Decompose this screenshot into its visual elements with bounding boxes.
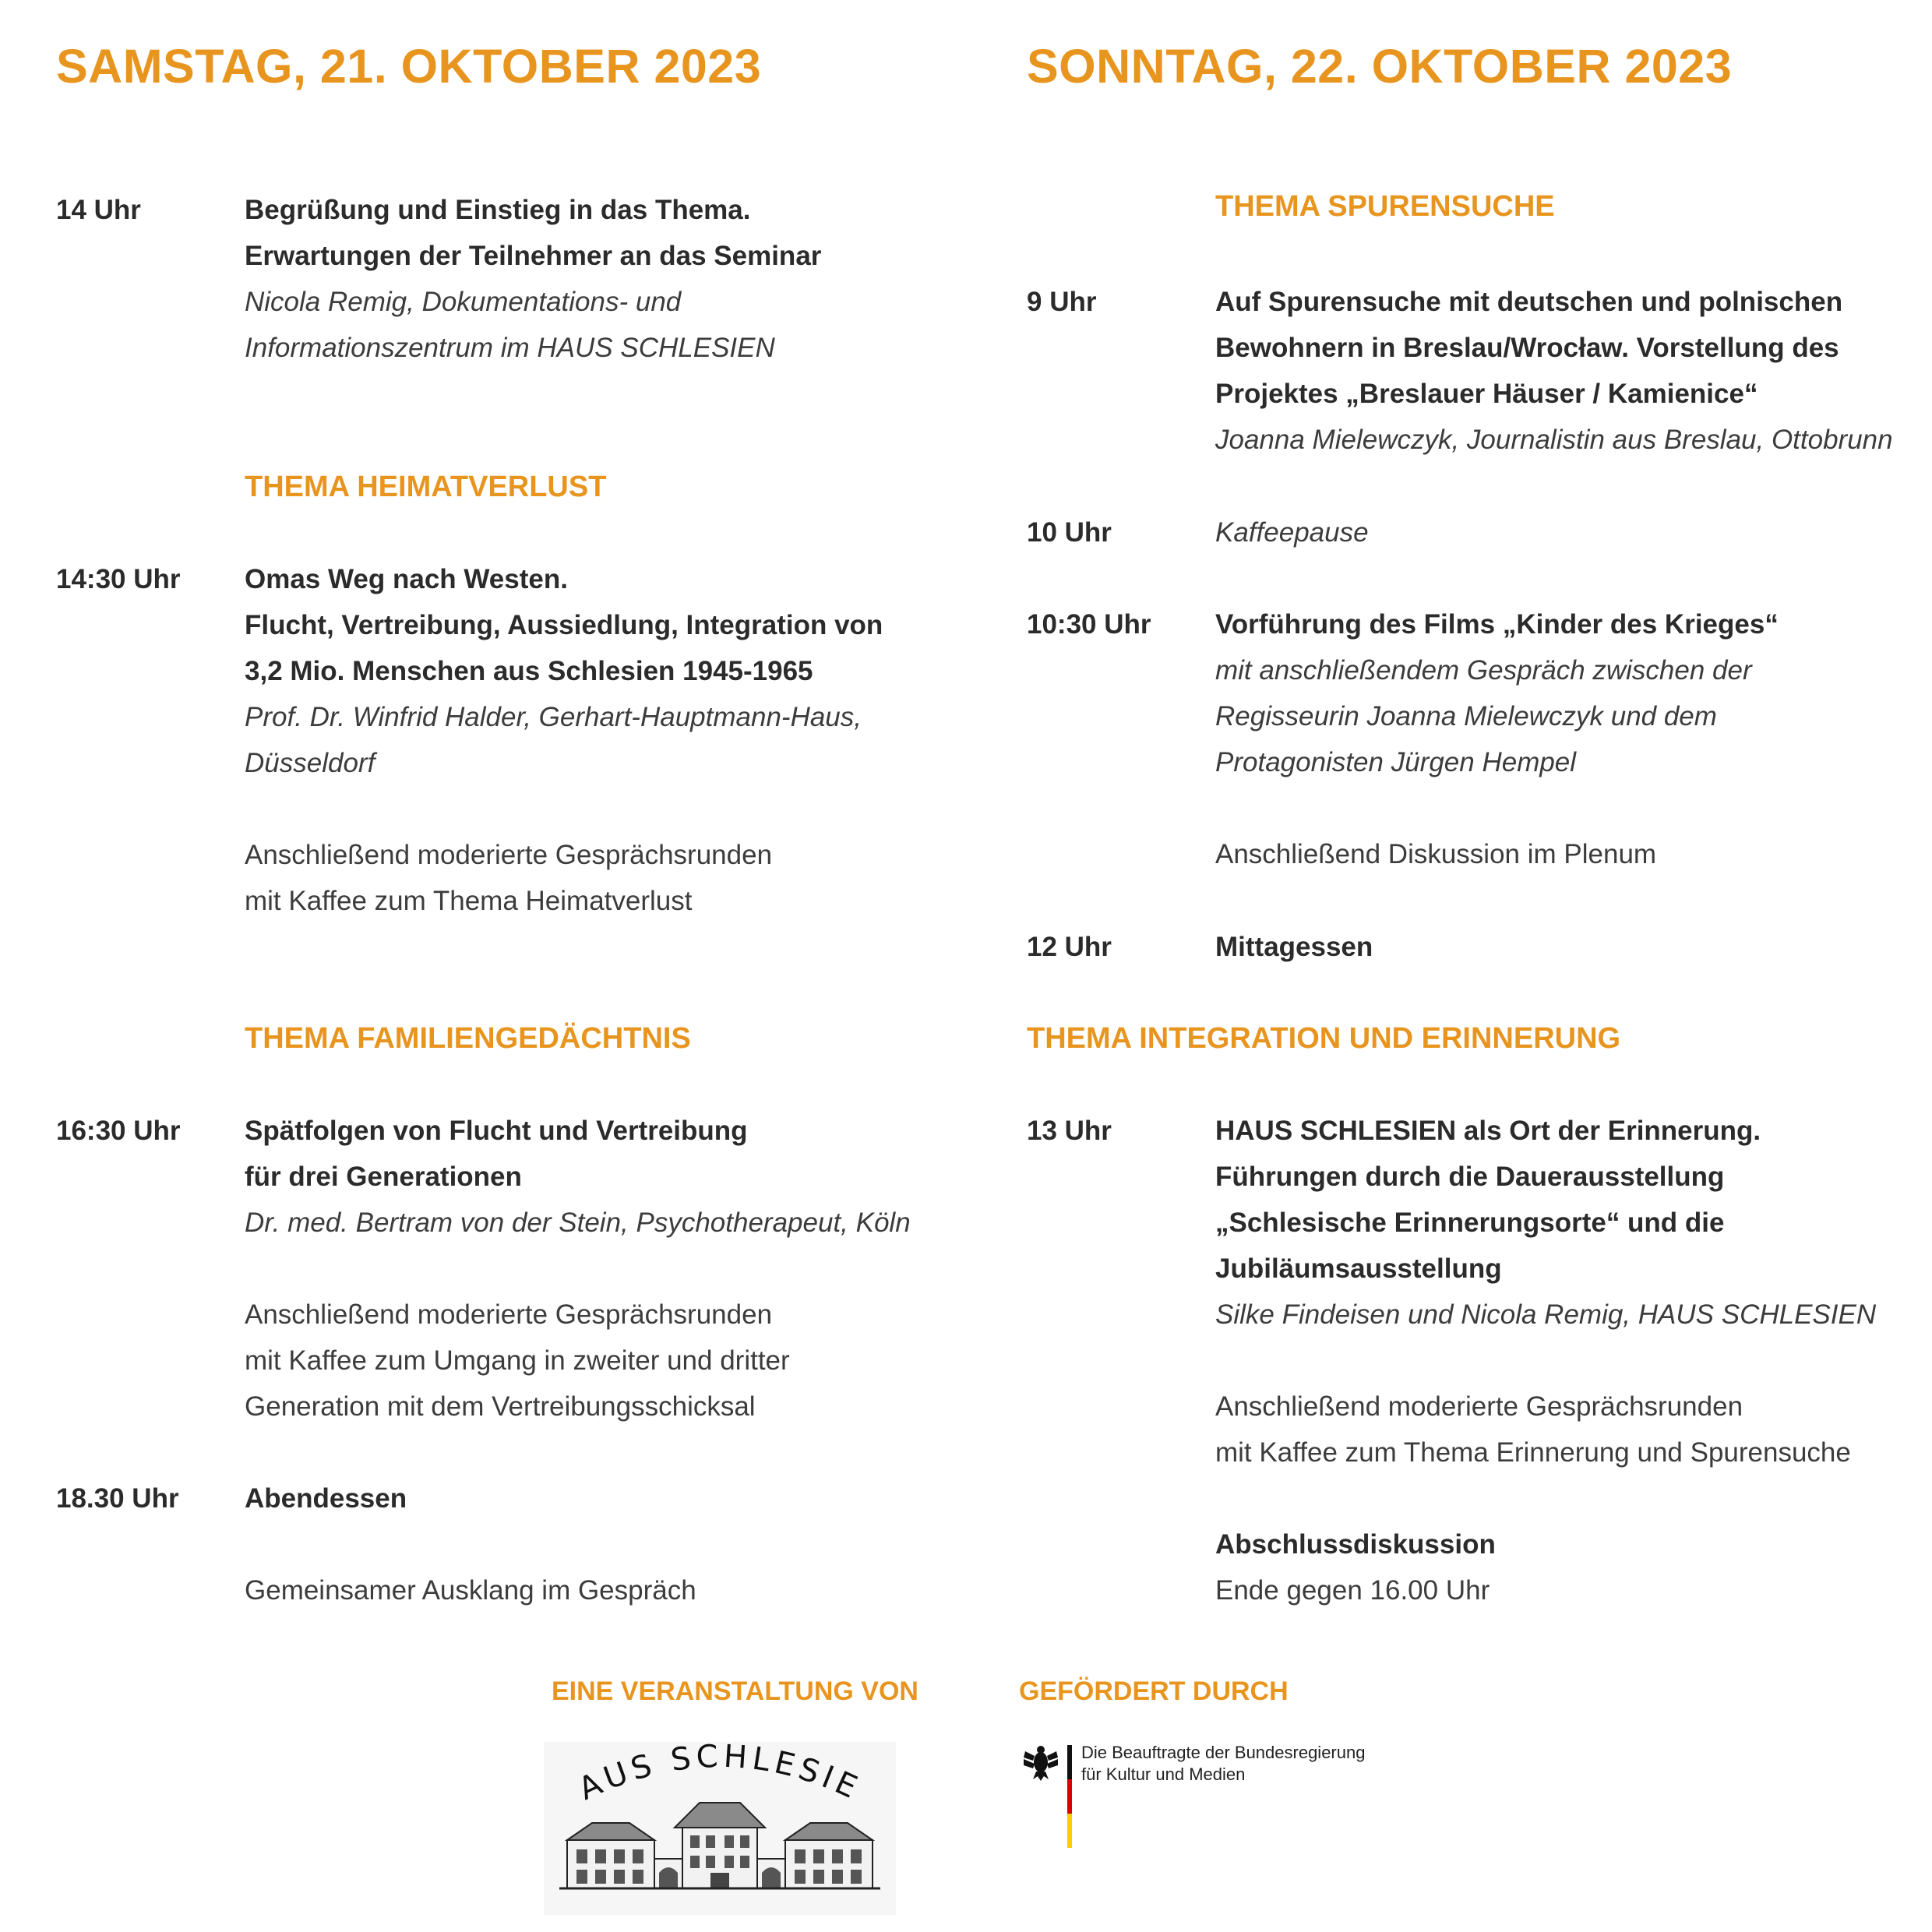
sunday-time-13: 13 Uhr	[1027, 1116, 1112, 1146]
saturday-entry-1830	[245, 1475, 696, 1613]
saturday-entry-1430	[245, 556, 883, 924]
entry-title: 3,2 Mio. Menschen aus Schlesien 1945-1965	[245, 656, 813, 686]
entry-speaker: mit anschließendem Gespräch zwischen der	[1215, 655, 1752, 686]
sunday-time-10: 10 Uhr	[1027, 517, 1112, 548]
entry-title: „Schlesische Erinnerungsorte“ und die	[1215, 1208, 1725, 1238]
entry-title: Abendessen	[245, 1483, 407, 1514]
entry-note: mit Kaffee zum Thema Heimatverlust	[245, 886, 693, 916]
entry-speaker: Nicola Remig, Dokumentations- und	[245, 287, 682, 317]
sunday-entry-12	[1215, 924, 1373, 970]
sunday-time-1030: 10:30 Uhr	[1027, 609, 1151, 640]
sunday-entry-13	[1215, 1108, 1876, 1613]
entry-note: Kaffeepause	[1215, 517, 1369, 548]
saturday-time-1830: 18.30 Uhr	[56, 1483, 179, 1514]
sunday-entry-9	[1215, 279, 1893, 463]
saturday-entry-1630	[245, 1108, 911, 1430]
sunday-time-9: 9 Uhr	[1027, 287, 1097, 317]
theme-integration-erinnerung: THEMA INTEGRATION UND ERINNERUNG	[1027, 1022, 1621, 1055]
organizer-label: EINE VERANSTALTUNG VON	[552, 1676, 918, 1706]
theme-familiengedaechtnis: THEMA FAMILIENGEDÄCHTNIS	[245, 1022, 691, 1055]
entry-note: Anschließend moderierte Gesprächsrunden	[245, 840, 773, 870]
entry-speaker: Regisseurin Joanna Mielewczyk und dem	[1215, 701, 1717, 732]
entry-speaker: Prof. Dr. Winfrid Halder, Gerhart-Hauptmann-Haus,	[245, 702, 862, 732]
entry-title: Spätfolgen von Flucht und Vertreibung	[245, 1116, 748, 1146]
sponsor-line-2: für Kultur und Medien	[1081, 1765, 1246, 1784]
theme-spurensuche: THEMA SPURENSUCHE	[1215, 190, 1555, 223]
haus-schlesien-building-icon	[544, 1742, 896, 1915]
federal-eagle-icon	[1022, 1742, 1077, 1851]
entry-title: Omas Weg nach Westen.	[245, 564, 568, 594]
entry-title: Projektes „Breslauer Häuser / Kamienice“	[1215, 379, 1758, 409]
entry-note: Ende gegen 16.00 Uhr	[1215, 1575, 1490, 1606]
saturday-time-14: 14 Uhr	[56, 195, 141, 225]
theme-heimatverlust: THEMA HEIMATVERLUST	[245, 471, 607, 503]
entry-note: Anschließend moderierte Gesprächsrunden	[245, 1299, 773, 1330]
entry-speaker: Protagonisten Jürgen Hempel	[1215, 747, 1577, 777]
entry-speaker: Dr. med. Bertram von der Stein, Psychotherapeut, Köln	[245, 1208, 911, 1238]
entry-title: Jubiläumsausstellung	[1215, 1253, 1502, 1284]
entry-speaker: Joanna Mielewczyk, Journalistin aus Breslau, Ottobrunn	[1215, 425, 1893, 455]
entry-title: für drei Generationen	[245, 1162, 522, 1192]
saturday-title: SAMSTAG, 21. OKTOBER 2023	[56, 40, 762, 93]
saturday-time-1430: 14:30 Uhr	[56, 564, 181, 594]
entry-note: mit Kaffee zum Thema Erinnerung und Spurensuche	[1215, 1437, 1851, 1468]
entry-note: Anschließend moderierte Gesprächsrunden	[1215, 1391, 1743, 1422]
entry-note: Anschließend Diskussion im Plenum	[1215, 839, 1657, 869]
entry-note: Generation mit dem Vertreibungsschicksal	[245, 1391, 756, 1422]
entry-title: HAUS SCHLESIEN als Ort der Erinnerung.	[1215, 1116, 1761, 1146]
entry-speaker: Silke Findeisen und Nicola Remig, HAUS SCHLESIEN	[1215, 1299, 1877, 1330]
saturday-entry-14	[245, 187, 821, 371]
entry-title: Mittagessen	[1215, 932, 1373, 962]
bkm-logo	[1022, 1742, 1366, 1855]
sunday-title: SONNTAG, 22. OKTOBER 2023	[1027, 40, 1733, 93]
sunday-entry-10	[1215, 509, 1369, 555]
entry-speaker: Düsseldorf	[245, 748, 375, 778]
logo-text: AUS SCHLESIE	[573, 1742, 867, 1808]
saturday-time-1630: 16:30 Uhr	[56, 1116, 181, 1146]
entry-title: Führungen durch die Dauerausstellung	[1215, 1162, 1725, 1192]
entry-note: mit Kaffee zum Umgang in zweiter und dritter	[245, 1345, 790, 1376]
entry-title: Erwartungen der Teilnehmer an das Seminar	[245, 241, 822, 271]
entry-note: Gemeinsamer Ausklang im Gespräch	[245, 1575, 696, 1606]
sponsor-line-1: Die Beauftragte der Bundesregierung	[1081, 1743, 1366, 1762]
sunday-entry-1030	[1215, 601, 1779, 877]
sunday-time-12: 12 Uhr	[1027, 932, 1112, 962]
entry-title: Begrüßung und Einstieg in das Thema.	[245, 195, 751, 225]
entry-title: Flucht, Vertreibung, Aussiedlung, Integration von	[245, 610, 883, 640]
entry-title: Auf Spurensuche mit deutschen und polnischen	[1215, 287, 1843, 317]
entry-title: Abschlussdiskussion	[1215, 1529, 1496, 1560]
svg-text:HAUS SCHLESIEN	[544, 1742, 866, 1807]
haus-schlesien-logo	[544, 1742, 896, 1915]
entry-speaker: Informationszentrum im HAUS SCHLESIEN	[245, 333, 775, 363]
entry-title: Bewohnern in Breslau/Wrocław. Vorstellung des	[1215, 333, 1839, 363]
entry-title: Vorführung des Films „Kinder des Krieges“	[1215, 609, 1779, 640]
sponsor-label: GEFÖRDERT DURCH	[1019, 1676, 1289, 1706]
sponsor-text	[1081, 1742, 1365, 1786]
